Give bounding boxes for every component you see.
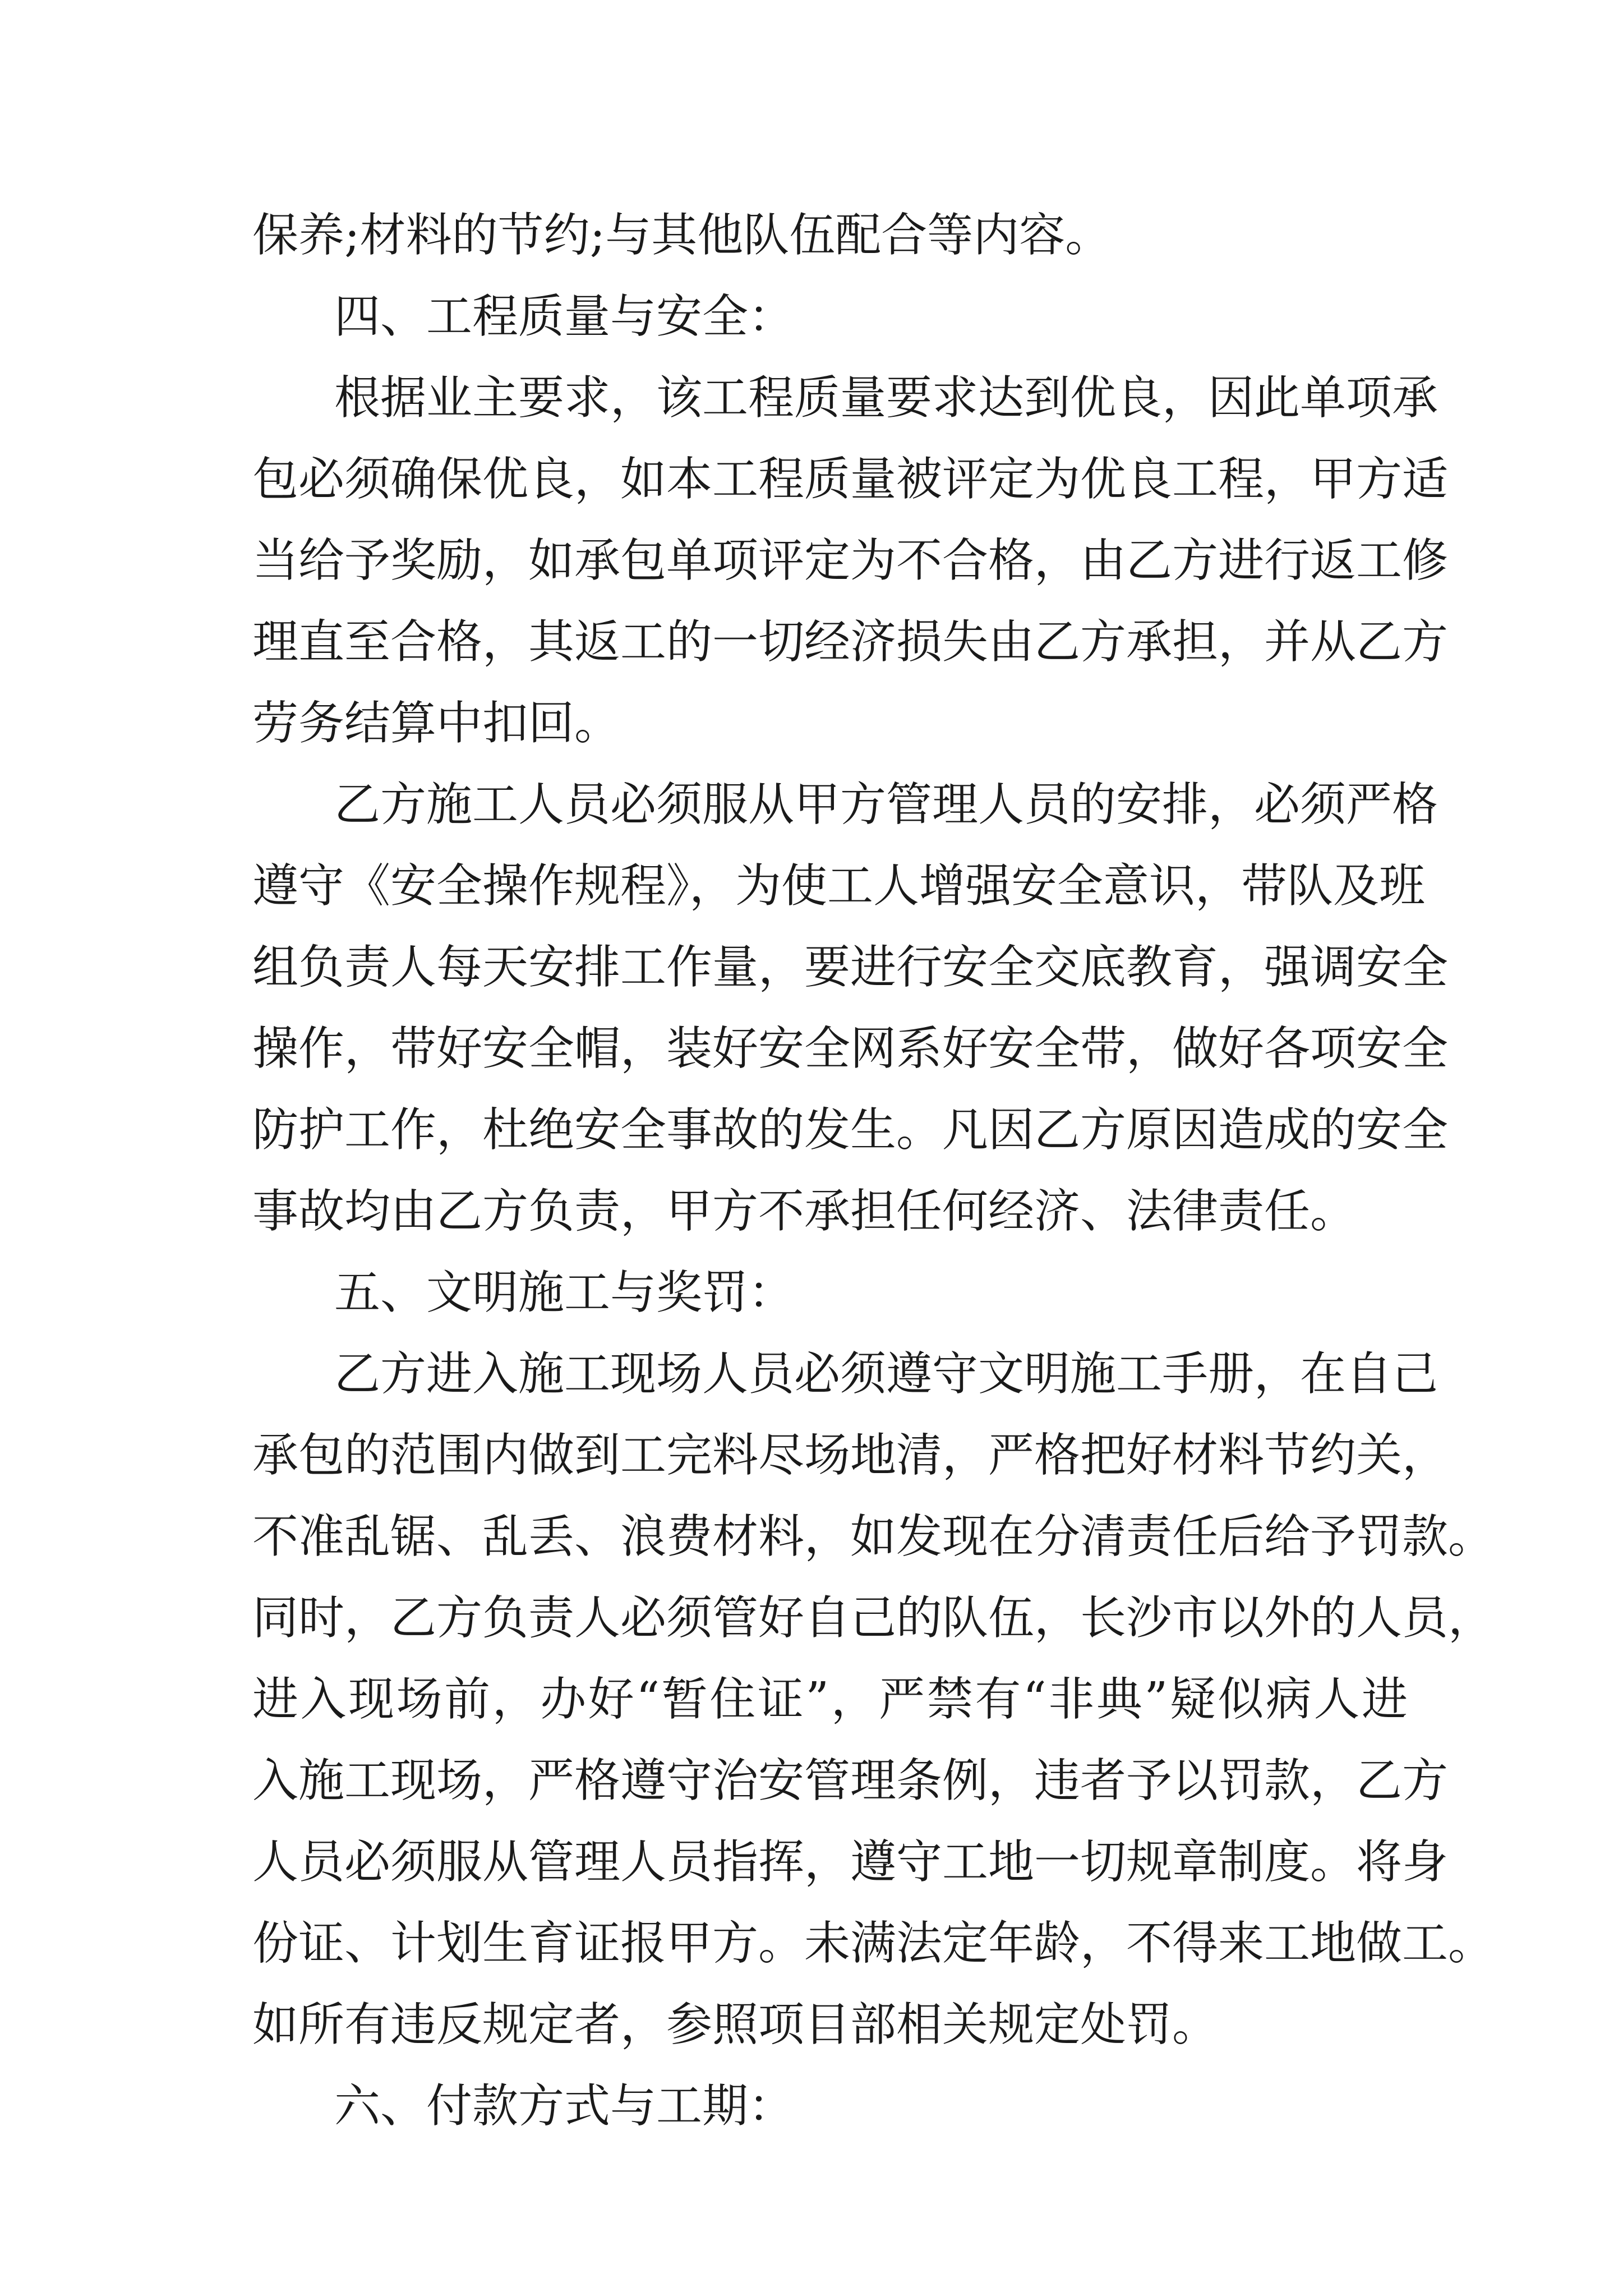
text-line: 理直至合格，其返工的一切经济损失由乙方承担，并从乙方 — [252, 615, 1449, 669]
text-line: 人员必须服从管理人员指挥，遵守工地一切规章制度。将身 — [252, 1835, 1449, 1889]
text-line: 包必须确保优良，如本工程质量被评定为优良工程，甲方适 — [252, 453, 1449, 506]
text-line: 份证、计划生育证报甲方。未满法定年龄，不得来工地做工。 — [252, 1917, 1495, 1970]
section-heading: 六、付款方式与工期： — [334, 2079, 795, 2133]
text-line: 乙方进入施工现场人员必须遵守文明施工手册，在自己 — [334, 1347, 1438, 1401]
text-line: 事故均由乙方负责，甲方不承担任何经济、法律责任。 — [252, 1185, 1357, 1238]
text-line: 当给予奖励，如承包单项评定为不合格，由乙方进行返工修 — [252, 534, 1449, 587]
text-line: 防护工作，杜绝安全事故的发生。凡因乙方原因造成的安全 — [252, 1103, 1449, 1157]
text-line: 劳务结算中扣回。 — [252, 697, 621, 750]
text-line: 操作，带好安全帽，装好安全网系好安全带，做好各项安全 — [252, 1022, 1449, 1075]
text-line: 承包的范围内做到工完料尽场地清，严格把好材料节约关， — [252, 1429, 1449, 1482]
text-line: 乙方施工人员必须服从甲方管理人员的安排，必须严格 — [334, 778, 1438, 831]
text-line: 不准乱锯、乱丢、浪费材料，如发现在分清责任后给予罚款。 — [252, 1510, 1495, 1563]
text-line: 遵守《安全操作规程》，为使工人增强安全意识，带队及班 — [252, 859, 1426, 913]
text-line: 同时，乙方负责人必须管好自己的队伍，长沙市以外的人员， — [252, 1591, 1495, 1645]
text-line: 保养;材料的节约;与其他队伍配合等内容。 — [252, 209, 1112, 262]
section-heading: 四、工程质量与安全： — [334, 290, 795, 343]
text-line: 组负责人每天安排工作量，要进行安全交底教育，强调安全 — [252, 941, 1449, 994]
text-line: 进入现场前，办好“暂住证”，严禁有“非典”疑似病人进 — [252, 1673, 1408, 1726]
section-heading: 五、文明施工与奖罚： — [334, 1266, 795, 1319]
text-line: 入施工现场，严格遵守治安管理条例，违者予以罚款，乙方 — [252, 1754, 1449, 1807]
text-line: 如所有违反规定者，参照项目部相关规定处罚。 — [252, 1998, 1219, 2051]
text-line: 根据业主要求，该工程质量要求达到优良，因此单项承 — [334, 371, 1438, 425]
